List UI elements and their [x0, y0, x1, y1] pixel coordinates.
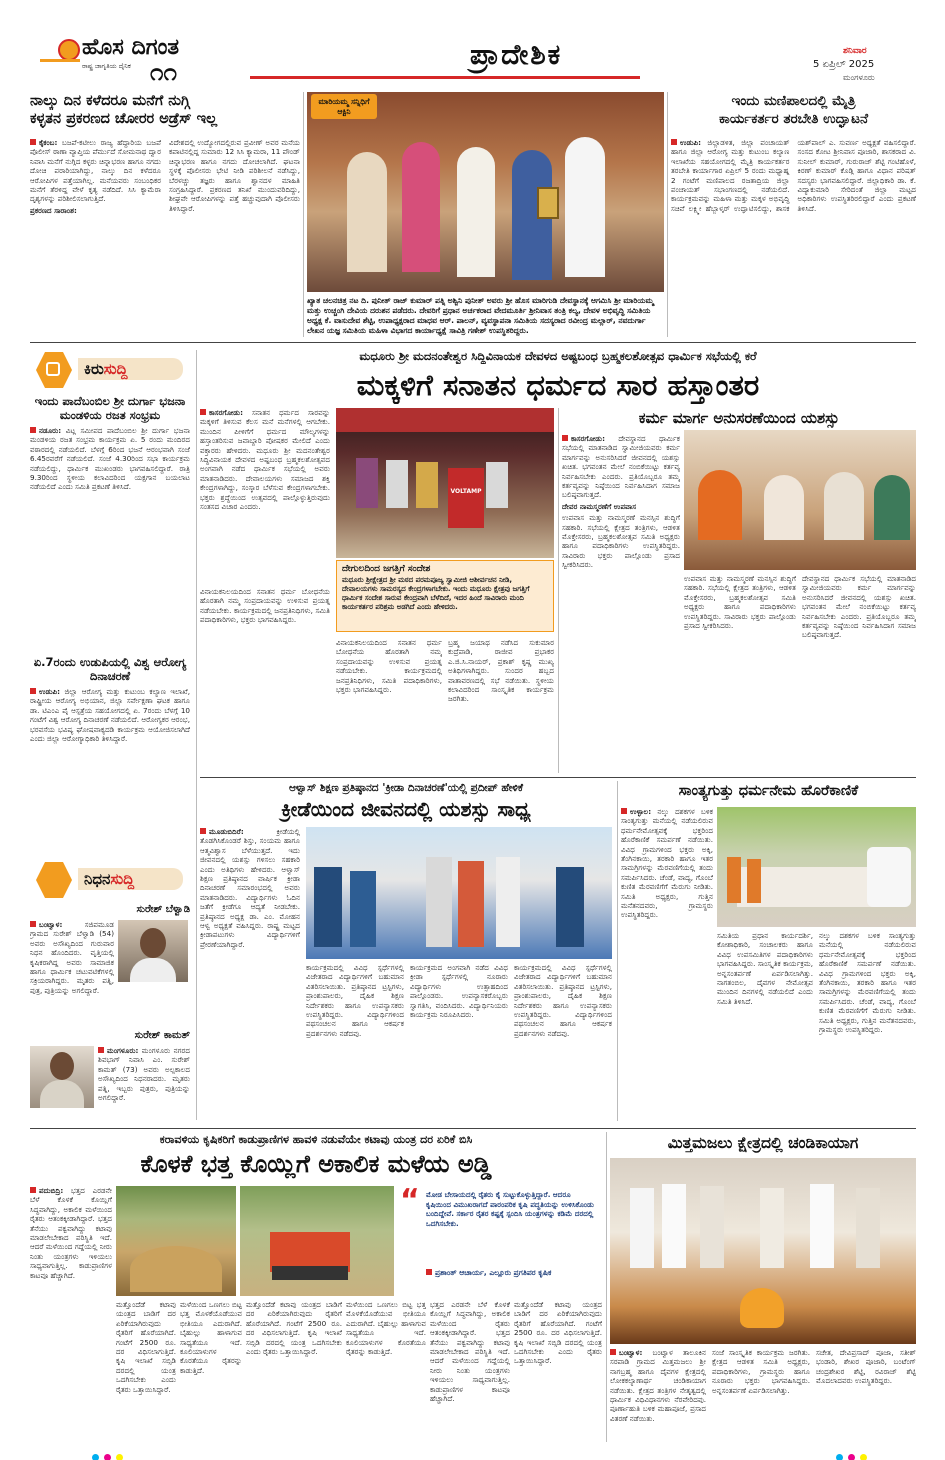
nidhana-suddi-section: [30, 860, 190, 1020]
divider: [606, 1132, 607, 1442]
podium: [448, 468, 484, 528]
obituary-photo: [118, 920, 188, 982]
stage-banner-text: VOLTAMP: [450, 488, 482, 495]
chandika-story: [610, 1132, 916, 1442]
story-temple-visit: [307, 92, 664, 340]
kiru-label: ಕಿರುಸುದ್ದಿ: [84, 360, 128, 378]
chandika-body-col1: ಬಂಟ್ವಾಳ: ಬಂಟ್ವಾಳ ತಾಲೂಕಿನ ಸರಪಾಡಿ ಗ್ರಾಮದ ಮಿತ್ತಮಜಲು ಶ್ರೀ ನಾಗಬ್ರಹ್ಮ ಹಾಗೂ ದೈವಗಳ ಕ್ಷೇತ್ರದಲ್ಲಿ ಲೋಕಕಲ್ಯಾಣಾರ್ಥ ಚಂಡಿಕಾಯಾಗ ನಡೆಯಿತು. ಕ್ಷೇತ್ರದ ತಂತ್ರಿಗಳ ನೇತೃತ್ವದಲ್ಲಿ ಧಾರ್ಮಿಕ ವಿಧಿವಿಧಾನಗಳು ನೆರವೇರಿದವು. ಪೂರ್ಣಾಹುತಿ ಬಳಿಕ ಮಹಾಪೂಜೆ, ಪ್ರಸಾದ ವಿತರಣೆ ನಡೆಯಿತು.: [610, 1348, 706, 1423]
karma-body-col1: ಕಾಸರಗೋಡು: ದೇವಸ್ಥಾನದ ಧಾರ್ಮಿಕ ಸಭೆಯಲ್ಲಿ ಮಾತನಾಡಿದ ಸ್ವಾಮೀಜಿಯವರು ಕರ್ಮ ಮಾರ್ಗವನ್ನು ಅನುಸರಿಸಿದರೆ ಜೀವನದಲ್ಲಿ ಯಶಸ್ಸು ಖಚಿತ. ಭಗವಂತನ ಮೇಲೆ ನಂಬಿಕೆಯಿಟ್ಟು ಕರ್ತವ್ಯ ನಿರ್ವಹಿಸಬೇಕು ಎಂದರು. ಪ್ರತಿಯೊಬ್ಬರೂ ತಮ್ಮ ಕರ್ತವ್ಯವನ್ನು ನಿಷ್ಠೆಯಿಂದ ನಿರ್ವಹಿಸಿದಾಗ ಸಮಾಜ ಬಲಿಷ್ಠವಾಗುತ್ತದೆ. ದೇವರ ನಾಮಸ್ಮರಣೆಗೆ ಉಪವಾಸ ಉಪವಾಸ ಮತ್ತು ನಾಮಸ್ಮರಣೆ ಮನಸ್ಸಿನ ಶುದ್ಧಿಗೆ ಸಹಕಾರಿ. ಸಭೆಯಲ್ಲಿ ಕ್ಷೇತ್ರದ ತಂತ್ರಿಗಳು, ಆಡಳಿತ ಮೊಕ್ತೇಸರರು, ಬ್ರಹ್ಮಕಲಶೋತ್ಸವ ಸಮಿತಿ ಅಧ್ಯಕ್ಷರು ಹಾಗೂ ಪದಾಧಿಕಾರಿಗಳು ಉಪಸ್ಥಿತರಿದ್ದರು. ಸಾವಿರಾರು ಭಕ್ತರು ಪಾಲ್ಗೊಂಡು ಪ್ರಸಾದ ಸ್ವೀಕರಿಸಿದರು.: [562, 434, 680, 570]
issue-city: ಮಂಗಳೂರು: [843, 73, 875, 82]
divider: [303, 92, 304, 337]
divider: [558, 408, 559, 773]
karma-story: [562, 408, 916, 773]
santhya-body-col2: ಸಮಿತಿಯ ಪ್ರಧಾನ ಕಾರ್ಯದರ್ಶಿ, ಕೋಶಾಧಿಕಾರಿ, ಸಂಚಾಲಕರು ಹಾಗೂ ವಿವಿಧ ಉಪಸಮಿತಿಗಳ ಪದಾಧಿಕಾರಿಗಳು ಭಾಗವಹಿಸಿದ್ದರು. ಸಾಂಸ್ಕೃತಿಕ ಕಾರ್ಯಕ್ರಮ, ಅನ್ನಸಂತರ್ಪಣೆ ಏರ್ಪಡಿಸಲಾಗಿತ್ತು. ನಾಗತಂಬಿಲ, ದೈವಗಳ ನೇಮೋತ್ಸವ ಮುಂದಿನ ದಿನಗಳಲ್ಲಿ ನಡೆಯಲಿದೆ ಎಂದು ಸಮಿತಿ ತಿಳಿಸಿದೆ.: [717, 931, 813, 1006]
logo-text: ಹೊಸ ದಿಗಂತ: [82, 35, 180, 60]
nidhana-suddi-header: [30, 860, 190, 900]
harvest-body-col4: ಮತ್ತೊಂದೆಡೆ ಕಟಾವು ಯಂತ್ರದ ಬಾಡಿಗೆ ದರ ಏರಿಕೆಯಾಗಿರುವುದು ರೈತರಿಗೆ ಹೊರೆಯಾಗಿದೆ. ಗಂಟೆಗೆ 2500 ರೂ. ದರ ವಿಧಿಸಲಾಗುತ್ತಿದೆ. ಕೃಷಿ ಇಲಾಖೆ ಸಬ್ಸಿಡಿ ದರದಲ್ಲಿ ಯಂತ್ರ ಒದಗಿಸಬೇಕು ಎಂದು ರೈತರು ಒತ್ತಾಯಿಸಿದ್ದಾರೆ.: [246, 1300, 342, 1357]
kiru-item-body: ಜಿಲ್ಲಾ ಆರೋಗ್ಯ ಮತ್ತು ಕುಟುಂಬ ಕಲ್ಯಾಣ ಇಲಾಖೆ, ರಾಷ್ಟ್ರೀಯ ಆರೋಗ್ಯ ಅಭಿಯಾನ, ಜಿಲ್ಲಾ ಸರ್ವೇಕ್ಷಣಾ ಘಟಕ ಹಾಗೂ ಡಾ. ಟಿಎಂಎ ಪೈ ಆಸ್ಪತ್ರೆಯ ಸಹಯೋಗದಲ್ಲಿ ಏ. 7ರಂದು ಬೆಳಗ್ಗೆ 10 ಗಂಟೆಗೆ ವಿಶ್ವ ಆರೋಗ್ಯ ದಿನಾಚರಣೆ ನಡೆಯಲಿದೆ. ಆರೋಗ್ಯಕರ ಆರಂಭ, ಭರವಸೆಯ ಭವಿಷ್ಯ ಘೋಷವಾಕ್ಯದಡಿ ಕಾರ್ಯಕ್ರಮ ಆಯೋಜಿಸಲಾಗಿದೆ ಎಂದು ಜಿಲ್ಲಾ ಆರೋಗ್ಯಾಧಿಕಾರಿ ತಿಳಿಸಿದ್ದಾರೆ.: [30, 687, 190, 744]
harvest-photo-grain: [116, 1186, 236, 1296]
chandika-photo: [610, 1158, 916, 1344]
kiru-suddi-section: [30, 350, 190, 850]
harvest-body-col3: ಮಳೆಯಿಂದ ಒಣಗಲು ಬಿಟ್ಟ ಭತ್ತ ಮೊಳಕೆಯೊಡೆಯುವ ಭೀತಿಯೂ ಎದುರಾಗಿದೆ. ಬೈಹುಲ್ಲು ಹಾಳಾಗುವ ಸಾಧ್ಯತೆಯೂ ಇದೆ. ಕೂಲಿಯಾಳುಗಳ ಕೊರತೆಯೂ ರೈತರನ್ನು ಕಾಡುತ್ತಿದೆ.: [180, 1300, 242, 1375]
logo-emblem-icon: [58, 39, 80, 61]
karma-body-col3: ದೇವಸ್ಥಾನದ ಧಾರ್ಮಿಕ ಸಭೆಯಲ್ಲಿ ಮಾತನಾಡಿದ ಸ್ವಾಮೀಜಿಯವರು ಕರ್ಮ ಮಾರ್ಗವನ್ನು ಅನುಸರಿಸಿದರೆ ಜೀವನದಲ್ಲಿ ಯಶಸ್ಸು ಖಚಿತ. ಭಗವಂತನ ಮೇಲೆ ನಂಬಿಕೆಯಿಟ್ಟು ಕರ್ತವ್ಯ ನಿರ್ವಹಿಸಬೇಕು ಎಂದರು. ಪ್ರತಿಯೊಬ್ಬರೂ ತಮ್ಮ ಕರ್ತವ್ಯವನ್ನು ನಿಷ್ಠೆಯಿಂದ ನಿರ್ವಹಿಸಿದಾಗ ಸಮಾಜ ಬಲಿಷ್ಠವಾಗುತ್ತದೆ.: [802, 574, 916, 640]
logo-tagline: ರಾಷ್ಟ್ರ ಜಾಗೃತಿಯ ದೈನಿಕ: [82, 62, 131, 70]
sports-story: [200, 781, 612, 1121]
story-maitri-body: ಉಡುಪಿ: ಜಿಲ್ಲಾಡಳಿತ, ಜಿಲ್ಲಾ ಪಂಚಾಯತ್ ಹಾಗೂ ಜಿಲ್ಲಾ ಆರೋಗ್ಯ ಮತ್ತು ಕುಟುಂಬ ಕಲ್ಯಾಣ ಇಲಾಖೆಯ ಸಹಯೋಗದಲ್ಲಿ ಮೈತ್ರಿ ಕಾರ್ಯಕರ್ತರ ತರಬೇತಿ ಕಾರ್ಯಾಗಾರ ಏಪ್ರಿಲ್ 5 ರಂದು ಮಧ್ಯಾಹ್ನ 2 ಗಂಟೆಗೆ ಮಣಿಪಾಲದ ರಜತಾದ್ರಿಯ ಜಿಲ್ಲಾ ಪಂಚಾಯತ್ ಸಭಾಂಗಣದಲ್ಲಿ ನಡೆಯಲಿದೆ. ಕಾರ್ಯಕ್ರಮವನ್ನು ಮಹಿಳಾ ಮತ್ತು ಮಕ್ಕಳ ಅಭಿವೃದ್ಧಿ ಸಚಿವೆ ಲಕ್ಷ್ಮೀ ಹೆಬ್ಬಾಳ್ಕರ್ ಉದ್ಘಾಟಿಸಲಿದ್ದು, ಶಾಸಕ ಯಶ್‌ಪಾಲ್ ಎ. ಸುವರ್ಣ ಅಧ್ಯಕ್ಷತೆ ವಹಿಸಲಿದ್ದಾರೆ. ಸಂಸದ ಕೋಟ ಶ್ರೀನಿವಾಸ ಪೂಜಾರಿ, ಶಾಸಕರಾದ ವಿ. ಸುನೀಲ್ ಕುಮಾರ್, ಗುರುರಾಜ್ ಶೆಟ್ಟಿ ಗಂಟಿಹೊಳೆ, ಕಿರಣ್ ಕುಮಾರ್ ಕೊಡ್ಗಿ ಹಾಗೂ ವಿಧಾನ ಪರಿಷತ್ ಸದಸ್ಯರು ಭಾಗವಹಿಸಲಿದ್ದಾರೆ. ಜಿಲ್ಲಾಧಿಕಾರಿ ಡಾ. ಕೆ. ವಿದ್ಯಾಕುಮಾರಿ ಸೇರಿದಂತೆ ಜಿಲ್ಲಾ ಮಟ್ಟದ ಅಧಿಕಾರಿಗಳು ಉಪಸ್ಥಿತರಿರಲಿದ್ದಾರೆ ಎಂದು ಪ್ರಕಟಣೆ ತಿಳಿಸಿದೆ.: [671, 138, 916, 213]
kiru-item-1: ಇಂದು ಪಾದೆಬಂಬಿಲ ಶ್ರೀ ದುರ್ಗಾ ಭಜನಾ ಮಂಡಳಿಯ ರಜತ ಸಂಭ್ರಮ ನಡೂರು: ವಿಟ್ಲ ಸಮೀಪದ ಪಾದೆಬಂಬಿಲ ಶ್ರೀ ದುರ್ಗಾ ಭಜನಾ ಮಂಡಳಿಯ ರಜತ ಸಂಭ್ರಮ ಕಾರ್ಯಕ್ರಮ ಏ. 5 ರಂದು ಮಂದಿರದ ವಠಾರದಲ್ಲಿ ನಡೆಯಲಿದೆ. ಬೆಳಗ್ಗೆ 6ರಿಂದ ಭಜನೆ ಆರಂಭವಾಗಿ ಸಂಜೆ 6.45ರವರೆಗೆ ನಡೆಯಲಿದೆ. ಸಂಜೆ 4.30ರಿಂದ ಸಭಾ ಕಾರ್ಯಕ್ರಮ ನಡೆಯಲಿದ್ದು, ಧಾರ್ಮಿಕ ಮುಖಂಡರು ಭಾಗವಹಿಸಲಿದ್ದಾರೆ. ರಾತ್ರಿ 9.30ರಿಂದ ಸ್ಥಳೀಯ ಕಲಾವಿದರಿಂದ ಯಕ್ಷಗಾನ ಬಯಲಾಟ ನಡೆಯಲಿದೆ ಎಂದು ಸಮಿತಿ ಪ್ರಕಟಣೆ ತಿಳಿಸಿದೆ.: [30, 394, 190, 492]
divider: [617, 781, 618, 1121]
kiru-item-title: ಇಂದು ಪಾದೆಬಂಬಿಲ ಶ್ರೀ ದುರ್ಗಾ ಭಜನಾ ಮಂಡಳಿಯ ರಜತ ಸಂಭ್ರಮ: [34, 394, 186, 422]
story-burglary-body: ಕೈಕಂಬ: ಬಜಪೆ-ಕಟೀಲು ರಾಜ್ಯ ಹೆದ್ದಾರಿಯ ಬಜಪೆ ಪೊಲೀಸ್ ಠಾಣಾ ವ್ಯಾಪ್ತಿಯ ಪೆರ್ಮುದೆ ಸೋಮನಾಥ ದ್ವಾರ ನಿವಾಸಿ ಮನೆಗೆ ನುಗ್ಗಿದ ಕಳ್ಳರು ಚಿನ್ನಾಭರಣ ಹಾಗೂ ನಗದು ದೋಚಿ ಪರಾರಿಯಾಗಿದ್ದು, ನಾಲ್ಕು ದಿನ ಕಳೆದರೂ ಆರೋಪಿಗಳ ಪತ್ತೆಯಾಗಿಲ್ಲ. ಮನೆಯವರು ಸಂಬಂಧಿಕರ ಮನೆಗೆ ತೆರಳಿದ್ದ ವೇಳೆ ಕೃತ್ಯ ನಡೆದಿದೆ. ಸಿಸಿ ಕ್ಯಾಮೆರಾ ದೃಶ್ಯಗಳನ್ನು ಪರಿಶೀಲಿಸಲಾಗುತ್ತಿದೆ. ಪ್ರಕರಣದ ಸಾರಾಂಶ: ವಿದೇಶದಲ್ಲಿ ಉದ್ಯೋಗದಲ್ಲಿರುವ ಪ್ರವೀಣ್ ಅವರ ಮನೆಯ ಕಪಾಟಿನಲ್ಲಿದ್ದ ಸುಮಾರು 12 ಸಿಸಿ ಕ್ಯಾಮರಾ, 11 ಪೌಂಡ್ ಚಿನ್ನಾಭರಣ ಹಾಗೂ ನಗದು ದೋಚಲಾಗಿದೆ. ಘಟನಾ ಸ್ಥಳಕ್ಕೆ ಪೊಲೀಸರು ಭೇಟಿ ನೀಡಿ ಪರಿಶೀಲನೆ ನಡೆಸಿದ್ದು, ಬೆರಳಚ್ಚು ತಜ್ಞರು ಹಾಗೂ ಶ್ವಾನದಳ ಮಾಹಿತಿ ಸಂಗ್ರಹಿಸಿದ್ದಾರೆ. ಪ್ರಕರಣದ ತನಿಖೆ ಮುಂದುವರಿದಿದ್ದು, ಶೀಘ್ರವೇ ಆರೋಪಿಗಳನ್ನು ಪತ್ತೆ ಹಚ್ಚುವುದಾಗಿ ಪೊಲೀಸರು ತಿಳಿಸಿದ್ದಾರೆ.: [30, 138, 300, 215]
obituary-1: ಸುರೇಶ್ ಬೆಳ್ವಾಡಿ ಬಂಟ್ವಾಳ: ಸಜಿಪಮೂಡ ಗ್ರಾಮದ ಸುರೇಶ್ ಬೆಳ್ವಾಡಿ (54) ಅವರು ಅಸೌಖ್ಯದಿಂದ ಗುರುವಾರ ನಿಧನ ಹೊಂದಿದರು. ವೃತ್ತಿಯಲ್ಲಿ ಕೃಷಿಕರಾಗಿದ್ದ ಅವರು ಸಾಮಾಜಿಕ ಹಾಗೂ ಧಾರ್ಮಿಕ ಚಟುವಟಿಕೆಗಳಲ್ಲಿ ಸಕ್ರಿಯರಾಗಿದ್ದರು. ಮೃತರು ಪತ್ನಿ, ಪುತ್ರ, ಪುತ್ರಿಯನ್ನು ಅಗಲಿದ್ದಾರೆ.: [30, 904, 190, 995]
divider: [667, 92, 668, 337]
harvest-headline: ಕೊಳಕೆ ಭತ್ತ ಕೊಯ್ಲಿಗೆ ಅಕಾಲಿಕ ಮಳೆಯ ಅಡ್ಡಿ: [140, 1150, 492, 1178]
story-maitri: [671, 92, 916, 337]
santhya-body-col1: ಉಳ್ಳಾಲ: ನಲ್ಕು ದಶಕಗಳ ಬಳಿಕ ಸಾಂತ್ಯಗುತ್ತು ಮನೆಯಲ್ಲಿ ನಡೆಯಲಿರುವ ಧರ್ಮನೇಮೋತ್ಸವಕ್ಕೆ ಭಕ್ತರಿಂದ ಹೊರೆಕಾಣಿಕೆ ಸಮರ್ಪಣೆ ನಡೆಯಿತು. ವಿವಿಧ ಗ್ರಾಮಗಳಿಂದ ಭಕ್ತರು ಅಕ್ಕಿ, ತೆಂಗಿನಕಾಯಿ, ತರಕಾರಿ ಹಾಗೂ ಇತರ ಸಾಮಗ್ರಿಗಳನ್ನು ಮೆರವಣಿಗೆಯಲ್ಲಿ ತಂದು ಸಮರ್ಪಿಸಿದರು. ಚೆಂಡೆ, ವಾದ್ಯ, ಗೊಂಬೆ ಕುಣಿತ ಮೆರವಣಿಗೆಗೆ ಮೆರುಗು ನೀಡಿತು. ಸಮಿತಿ ಅಧ್ಯಕ್ಷರು, ಗುತ್ತಿನ ಮನೆತನದವರು, ಗ್ರಾಮಸ್ಥರು ಉಪಸ್ಥಿತರಿದ್ದರು.: [621, 807, 713, 920]
harvest-quote-box: [398, 1183, 602, 1296]
harvest-quote: ಮೋಡ ಬೇಸಾಯದಲ್ಲಿ ರೈತರು ಕೈ ಸುಟ್ಟುಕೊಳ್ಳುತ್ತಿದ್ದಾರೆ. ಆದರೂ ಕೃಷಿಯಿಂದ ವಿಮುಖರಾಗದೆ ಪಾರಂಪರಿಕ ಕೃಷಿ ಪದ್ಧತಿಯನ್ನು ಉಳಿಸಿಕೊಂಡು ಬಂದಿದ್ದೇವೆ. ಸರ್ಕಾರ ರೈತರ ಕಷ್ಟಕ್ಕೆ ಸ್ಪಂದಿಸಿ ಯಂತ್ರಗಳನ್ನು ಕಡಿಮೆ ದರದಲ್ಲಿ ಒದಗಿಸಬೇಕು.: [426, 1190, 594, 1228]
registration-marks: [836, 1446, 876, 1454]
lead-body-col4: ಬ್ರಹ್ಮ ಜಯಾಥ ನಡೆಸಿದ ಸುಕುಮಾರ ಕುದ್ರೆಪಾಡಿ, ರಾಜೀವ ಪ್ರಭಾಕರ ಎ.ಜಿ.ಸಿ.ನಾಯರ್, ಪ್ರಕಾಶ್ ಕೃಷ್ಣ ಮುಖ್ಯ ಅತಿಥಿಗಳಾಗಿದ್ದರು. ಸುಂದರ ಹಬ್ಬದ ವಾತಾವರಣದಲ್ಲಿ ಸಭೆ ನಡೆಯಿತು. ಸ್ಥಳೀಯ ಕಲಾವಿದರಿಂದ ಸಾಂಸ್ಕೃತಿಕ ಕಾರ್ಯಕ್ರಮ ಜರಗಿತು.: [448, 638, 554, 704]
obituary-2: ಸುರೇಶ್ ಕಾಮತ್ ಮಂಗಳೂರು: ಮಂಗಳೂರು ನಗರದ ಶಿವಭಾಗ್ ನಿವಾಸಿ ಎಂ. ಸುರೇಶ್ ಕಾಮತ್ (73) ಅವರು ಅಲ್ಪಕಾಲದ ಅಸೌಖ್ಯದಿಂದ ನಿಧನರಾದರು. ಮೃತರು ಪತ್ನಿ, ಇಬ್ಬರು ಪುತ್ರರು, ಪುತ್ರಿಯನ್ನು ಅಗಲಿದ್ದಾರೆ.: [30, 1030, 190, 1120]
story-maitri-headline-2: ಕಾರ್ಯಕರ್ತರ ತರಬೇತಿ ಉದ್ಘಾಟನೆ: [718, 111, 868, 127]
logo-box: [30, 35, 226, 85]
obituary-photo: [30, 1046, 94, 1108]
pullquote-title: ದೇಗುಲದಿಂದ ಜಗತ್ತಿಗೆ ಸಂದೇಶ: [342, 564, 431, 574]
santhya-photo: [717, 807, 916, 927]
kiru-item-body: ವಿಟ್ಲ ಸಮೀಪದ ಪಾದೆಬಂಬಿಲ ಶ್ರೀ ದುರ್ಗಾ ಭಜನಾ ಮಂಡಳಿಯ ರಜತ ಸಂಭ್ರಮ ಕಾರ್ಯಕ್ರಮ ಏ. 5 ರಂದು ಮಂದಿರದ ವಠಾರದಲ್ಲಿ ನಡೆಯಲಿದೆ. ಬೆಳಗ್ಗೆ 6ರಿಂದ ಭಜನೆ ಆರಂಭವಾಗಿ ಸಂಜೆ 6.45ರವರೆಗೆ ನಡೆಯಲಿದೆ. ಸಂಜೆ 4.30ರಿಂದ ಸಭಾ ಕಾರ್ಯಕ್ರಮ ನಡೆಯಲಿದ್ದು, ಧಾರ್ಮಿಕ ಮುಖಂಡರು ಭಾಗವಹಿಸಲಿದ್ದಾರೆ. ರಾತ್ರಿ 9.30ರಿಂದ ಸ್ಥಳೀಯ ಕಲಾವಿದರಿಂದ ಯಕ್ಷಗಾನ ಬಯಲಾಟ ನಡೆಯಲಿದೆ ಎಂದು ಸಮಿತಿ ಪ್ರಕಟಣೆ ತಿಳಿಸಿದೆ.: [30, 426, 190, 492]
kiru-item-title: ಏ.7ರಂದು ಉಡುಪಿಯಲ್ಲಿ ವಿಶ್ವ ಆರೋಗ್ಯ ದಿನಾಚರಣೆ: [33, 655, 187, 683]
quote-icon: “: [400, 1183, 420, 1218]
story-burglary-headline-2: ಕಳ್ಳತನ ಪ್ರಕರಣದ ಚೋರರ ಅಡ್ರೆಸ್ ಇಲ್ಲ: [30, 111, 218, 127]
section-title: ಪ್ರಾದೇಶಿಕ: [470, 38, 563, 71]
lead-body-col1: ಕಾಸರಗೋಡು: ಸನಾತನ ಧರ್ಮದ ಸಾರವನ್ನು ಮಕ್ಕಳಿಗೆ ತಿಳಿಸುವ ಕೆಲಸ ಮನೆ ಮನೆಗಳಲ್ಲಿ ಆಗಬೇಕು. ಮುಂದಿನ ಪೀಳಿಗೆಗೆ ಧರ್ಮದ ಮೌಲ್ಯಗಳನ್ನು ಹಸ್ತಾಂತರಿಸುವ ಜವಾಬ್ದಾರಿ ಪೋಷಕರ ಮೇಲಿದೆ ಎಂದು ವಕ್ತಾರರು ಹೇಳಿದರು. ಮಧೂರು ಶ್ರೀ ಮದನಂತೇಶ್ವರ ಸಿದ್ಧಿವಿನಾಯಕ ದೇವಳದ ಅಷ್ಟಬಂಧ ಬ್ರಹ್ಮಕಲಶೋತ್ಸವದ ಅಂಗವಾಗಿ ನಡೆದ ಧಾರ್ಮಿಕ ಸಭೆಯಲ್ಲಿ ಅವರು ಮಾತನಾಡಿದರು. ದೇವಾಲಯಗಳು ಸಮಾಜದ ಶಕ್ತಿ ಕೇಂದ್ರಗಳಾಗಿದ್ದು, ಸಂಸ್ಕಾರ ಬೆಳೆಸುವ ಕೇಂದ್ರಗಳಾಗಬೇಕು. ಭಕ್ತರು ಶ್ರದ್ಧೆಯಿಂದ ಉತ್ಸವದಲ್ಲಿ ಪಾಲ್ಗೊಳ್ಳುತ್ತಿರುವುದು ಸಂತಸದ ವಿಚಾರ ಎಂದರು.: [200, 408, 330, 512]
hexagon-icon: [36, 862, 72, 898]
section-rule: [200, 777, 916, 778]
header-rule: [250, 76, 640, 79]
kiru-item-2: ಏ.7ರಂದು ಉಡುಪಿಯಲ್ಲಿ ವಿಶ್ವ ಆರೋಗ್ಯ ದಿನಾಚರಣೆ ಉಡುಪಿ: ಜಿಲ್ಲಾ ಆರೋಗ್ಯ ಮತ್ತು ಕುಟುಂಬ ಕಲ್ಯಾಣ ಇಲಾಖೆ, ರಾಷ್ಟ್ರೀಯ ಆರೋಗ್ಯ ಅಭಿಯಾನ, ಜಿಲ್ಲಾ ಸರ್ವೇಕ್ಷಣಾ ಘಟಕ ಹಾಗೂ ಡಾ. ಟಿಎಂಎ ಪೈ ಆಸ್ಪತ್ರೆಯ ಸಹಯೋಗದಲ್ಲಿ ಏ. 7ರಂದು ಬೆಳಗ್ಗೆ 10 ಗಂಟೆಗೆ ವಿಶ್ವ ಆರೋಗ್ಯ ದಿನಾಚರಣೆ ನಡೆಯಲಿದೆ. ಆರೋಗ್ಯಕರ ಆರಂಭ, ಭರವಸೆಯ ಭವಿಷ್ಯ ಘೋಷವಾಕ್ಯದಡಿ ಕಾರ್ಯಕ್ರಮ ಆಯೋಜಿಸಲಾಗಿದೆ ಎಂದು ಜಿಲ್ಲಾ ಆರೋಗ್ಯಾಧಿಕಾರಿ ತಿಳಿಸಿದ್ದಾರೆ.: [30, 655, 190, 744]
issue-date: 5 ಏಪ್ರಿಲ್ 2025: [813, 59, 875, 70]
masthead: [0, 0, 945, 88]
story-burglary-headline-1: ನಾಲ್ಕು ದಿನ ಕಳೆದರೂ ಮನೆಗೆ ನುಗ್ಗಿ: [30, 93, 190, 109]
obituary-body: ಸಜಿಪಮೂಡ ಗ್ರಾಮದ ಸುರೇಶ್ ಬೆಳ್ವಾಡಿ (54) ಅವರು ಅಸೌಖ್ಯದಿಂದ ಗುರುವಾರ ನಿಧನ ಹೊಂದಿದರು. ವೃತ್ತಿಯಲ್ಲಿ ಕೃಷಿಕರಾಗಿದ್ದ ಅವರು ಸಾಮಾಜಿಕ ಹಾಗೂ ಧಾರ್ಮಿಕ ಚಟುವಟಿಕೆಗಳಲ್ಲಿ ಸಕ್ರಿಯರಾಗಿದ್ದರು. ಮೃತರು ಪತ್ನಿ, ಪುತ್ರ, ಪುತ್ರಿಯನ್ನು ಅಗಲಿದ್ದಾರೆ.: [30, 920, 114, 995]
logo-underline: [40, 59, 80, 62]
section-rule: [30, 342, 916, 343]
obituary-name: ಸುರೇಶ್ ಕಾಮತ್: [134, 1030, 190, 1041]
chandika-body-col2: ಸಂಜೆ ಸಾಂಸ್ಕೃತಿಕ ಕಾರ್ಯಕ್ರಮ ಜರಗಿತು. ಕ್ಷೇತ್ರದ ಆಡಳಿತ ಸಮಿತಿ ಅಧ್ಯಕ್ಷರು, ಪದಾಧಿಕಾರಿಗಳು, ಗ್ರಾಮಸ್ಥರು ಹಾಗೂ ನೂರಾರು ಭಕ್ತರು ಭಾಗವಹಿಸಿದ್ದರು. ಅನ್ನಸಂತರ್ಪಣೆ ಏರ್ಪಡಿಸಲಾಗಿತ್ತು.: [712, 1348, 810, 1395]
santhya-headline: ಸಾಂತ್ಯಗುತ್ತು ಧರ್ಮನೇಮ ಹೊರೆಕಾಣಿಕೆ: [678, 783, 859, 799]
lead-pullquote: [336, 560, 554, 632]
divider: [196, 350, 197, 1120]
pullquote-body: ಮಧೂರು ಶ್ರೀಕ್ಷೇತ್ರದ ಶ್ರೀ ಮಠದ ಪರಮಪೂಜ್ಯ ಸ್ವಾಮೀಜಿ ಆಶೀರ್ವಚನ ನೀಡಿ, ದೇವಾಲಯಗಳು ಸಾಮರಸ್ಯದ ಕೇಂದ್ರಗಳಾಗಬೇಕು. ಇಂದು ಮಧೂರು ಕ್ಷೇತ್ರವು ಜಗತ್ತಿಗೆ ಧಾರ್ಮಿಕ ಸಂದೇಶ ಸಾರುವ ಕೇಂದ್ರವಾಗಿ ಬೆಳೆದಿದೆ, ಇದರ ಹಿಂದೆ ಸಾವಿರಾರು ಮಂದಿ ಕಾರ್ಯಕರ್ತರ ಪರಿಶ್ರಮ ಅಡಗಿದೆ ಎಂದು ಹೇಳಿದರು.: [342, 576, 530, 611]
harvest-body-col5: ಮಳೆಯಿಂದ ಒಣಗಲು ಬಿಟ್ಟ ಭತ್ತ ಮೊಳಕೆಯೊಡೆಯುವ ಭೀತಿಯೂ ಎದುರಾಗಿದೆ. ಬೈಹುಲ್ಲು ಹಾಳಾಗುವ ಸಾಧ್ಯತೆಯೂ ಇದೆ. ಕೂಲಿಯಾಳುಗಳ ಕೊರತೆಯೂ ರೈತರನ್ನು ಕಾಡುತ್ತಿದೆ.: [346, 1300, 426, 1357]
sports-body-col1: ಮೂಡುಬಿದಿರೆ: ಕ್ರೀಡೆಯಲ್ಲಿ ತೊಡಗಿಸಿಕೊಂಡರೆ ಶಿಸ್ತು, ಸಂಯಮ ಹಾಗೂ ಆತ್ಮವಿಶ್ವಾಸ ಬೆಳೆಯುತ್ತದೆ. ಇದು ಜೀವನದಲ್ಲಿ ಯಶಸ್ಸು ಗಳಿಸಲು ಸಹಕಾರಿ ಎಂದು ಅತಿಥಿಗಳು ಹೇಳಿದರು. ಆಳ್ವಾಸ್ ಶಿಕ್ಷಣ ಪ್ರತಿಷ್ಠಾನದ ವಾರ್ಷಿಕ ಕ್ರೀಡಾ ದಿನಾಚರಣೆ ಸಮಾರಂಭದಲ್ಲಿ ಅವರು ಮಾತನಾಡಿದರು. ವಿದ್ಯಾರ್ಥಿಗಳು ಓದಿನ ಜತೆಗೆ ಕ್ರೀಡೆಗೂ ಆದ್ಯತೆ ನೀಡಬೇಕು. ಪ್ರತಿಷ್ಠಾನದ ಅಧ್ಯಕ್ಷ ಡಾ. ಎಂ. ಮೋಹನ ಆಳ್ವ ಅಧ್ಯಕ್ಷತೆ ವಹಿಸಿದ್ದರು. ರಾಷ್ಟ್ರ ಮಟ್ಟದ ಕ್ರೀಡಾಪಟುಗಳು ವಿದ್ಯಾರ್ಥಿಗಳಿಗೆ ಪ್ರೇರಣೆಯಾಗಿದ್ದಾರೆ.: [200, 827, 300, 949]
lead-headline: ಮಕ್ಕಳಿಗೆ ಸನಾತನ ಧರ್ಮದ ಸಾರ ಹಸ್ತಾಂತರ: [356, 368, 760, 402]
sports-kicker: ಆಳ್ವಾಸ್ ಶಿಕ್ಷಣ ಪ್ರತಿಷ್ಠಾನದ 'ಕ್ರೀಡಾ ದಿನಾಚರಣೆ'ಯಲ್ಲಿ ಪ್ರದೀಪ್ ಹೇಳಿಕೆ: [288, 782, 524, 794]
harvest-kicker: ಕರಾವಳಿಯ ಕೃಷಿಕರಿಗೆ ಕಾಡುಪ್ರಾಣಿಗಳ ಹಾವಳಿ ನಡುವೆಯೇ ಕಟಾವು ಯಂತ್ರ ದರ ಏರಿಕೆ ಬಿಸಿ: [159, 1133, 473, 1146]
registration-marks: [92, 1446, 132, 1454]
harvest-story: [30, 1132, 602, 1442]
obituary-name: ಸುರೇಶ್ ಬೆಳ್ವಾಡಿ: [136, 904, 190, 915]
story-maitri-headline-1: ಇಂದು ಮಣಿಪಾಲದಲ್ಲಿ ಮೈತ್ರಿ: [731, 93, 856, 109]
sports-body-col3: ಕಾರ್ಯಕ್ರಮದ ಅಂಗವಾಗಿ ನಡೆದ ವಿವಿಧ ಕ್ರೀಡಾ ಸ್ಪರ್ಧೆಗಳಲ್ಲಿ ನೂರಾರು ವಿದ್ಯಾರ್ಥಿಗಳು ಉತ್ಸಾಹದಿಂದ ಪಾಲ್ಗೊಂಡರು. ಉಪನ್ಯಾಸಕರೊಬ್ಬರು ಸ್ವಾಗತಿಸಿ, ವಂದಿಸಿದರು. ವಿದ್ಯಾರ್ಥಿನಿಯರು ಕಾರ್ಯಕ್ರಮ ನಿರೂಪಿಸಿದರು.: [410, 963, 508, 1020]
chandika-headline: ಮಿತ್ತಮಜಲು ಕ್ಷೇತ್ರದಲ್ಲಿ ಚಂಡಿಕಾಯಾಗ: [667, 1134, 859, 1152]
sports-body-col2: ಕಾರ್ಯಕ್ರಮದಲ್ಲಿ ವಿವಿಧ ಸ್ಪರ್ಧೆಗಳಲ್ಲಿ ವಿಜೇತರಾದ ವಿದ್ಯಾರ್ಥಿಗಳಿಗೆ ಬಹುಮಾನ ವಿತರಿಸಲಾಯಿತು. ಪ್ರತಿಷ್ಠಾನದ ಟ್ರಸ್ಟಿಗಳು, ಪ್ರಾಂಶುಪಾಲರು, ದೈಹಿಕ ಶಿಕ್ಷಣ ನಿರ್ದೇಶಕರು ಹಾಗೂ ಉಪನ್ಯಾಸಕರು ಉಪಸ್ಥಿತರಿದ್ದರು. ವಿದ್ಯಾರ್ಥಿಗಳಿಂದ ಪಥಸಂಚಲನ ಹಾಗೂ ಆಕರ್ಷಕ ಪ್ರದರ್ಶನಗಳು ನಡೆದವು.: [306, 963, 404, 1038]
kiru-suddi-header: [30, 350, 190, 390]
chandika-body-col3: ಸಚೇತ, ದೇವಿಪ್ರಸಾದ್ ಪೂಜಾ, ಸತೀಶ್ ಭಂಡಾರಿ, ಶೇಖರ ಪೂಜಾರಿ, ಬಂಟೆಂಗ್ ಚಂದ್ರಶೇಖರ ಶೆಟ್ಟಿ, ರವಿರಾಜ್ ಶೆಟ್ಟಿ ಮೊದಲಾದವರು ಉಪಸ್ಥಿತರಿದ್ದರು.: [816, 1348, 916, 1386]
page-number: ೧೧: [150, 58, 177, 86]
lead-body-col2: ವಿನಾಯಕನಿಲಯದಿಂದ ಸನಾತನ ಧರ್ಮ ಬೋಧನೆಯ ಹೊರತಾಗಿ ನಮ್ಮ ಸಂಪ್ರದಾಯವನ್ನು ಉಳಿಸುವ ಪ್ರಯತ್ನ ನಡೆಯಬೇಕು. ಕಾರ್ಯಕ್ರಮದಲ್ಲಿ ಜನಪ್ರತಿನಿಧಿಗಳು, ಸಮಿತಿ ಪದಾಧಿಕಾರಿಗಳು, ಭಕ್ತರು ಭಾಗವಹಿಸಿದ್ದರು.: [200, 587, 330, 625]
temple-visit-photo: [307, 92, 664, 292]
story-burglary: [30, 92, 300, 337]
karma-body-col2: ಉಪವಾಸ ಮತ್ತು ನಾಮಸ್ಮರಣೆ ಮನಸ್ಸಿನ ಶುದ್ಧಿಗೆ ಸಹಕಾರಿ. ಸಭೆಯಲ್ಲಿ ಕ್ಷೇತ್ರದ ತಂತ್ರಿಗಳು, ಆಡಳಿತ ಮೊಕ್ತೇಸರರು, ಬ್ರಹ್ಮಕಲಶೋತ್ಸವ ಸಮಿತಿ ಅಧ್ಯಕ್ಷರು ಹಾಗೂ ಪದಾಧಿಕಾರಿಗಳು ಉಪಸ್ಥಿತರಿದ್ದರು. ಸಾವಿರಾರು ಭಕ್ತರು ಪಾಲ್ಗೊಂಡು ಪ್ರಸಾದ ಸ್ವೀಕರಿಸಿದರು.: [684, 574, 796, 631]
harvest-body-col2: ಮತ್ತೊಂದೆಡೆ ಕಟಾವು ಯಂತ್ರದ ಬಾಡಿಗೆ ದರ ಏರಿಕೆಯಾಗಿರುವುದು ರೈತರಿಗೆ ಹೊರೆಯಾಗಿದೆ. ಗಂಟೆಗೆ 2500 ರೂ. ದರ ವಿಧಿಸಲಾಗುತ್ತಿದೆ. ಕೃಷಿ ಇಲಾಖೆ ಸಬ್ಸಿಡಿ ದರದಲ್ಲಿ ಯಂತ್ರ ಒದಗಿಸಬೇಕು ಎಂದು ರೈತರು ಒತ್ತಾಯಿಸಿದ್ದಾರೆ.: [116, 1300, 176, 1394]
nidhana-label: ನಿಧನಸುದ್ದಿ: [84, 870, 135, 888]
section-rule: [30, 1128, 916, 1129]
sports-body-col4: ಕಾರ್ಯಕ್ರಮದಲ್ಲಿ ವಿವಿಧ ಸ್ಪರ್ಧೆಗಳಲ್ಲಿ ವಿಜೇತರಾದ ವಿದ್ಯಾರ್ಥಿಗಳಿಗೆ ಬಹುಮಾನ ವಿತರಿಸಲಾಯಿತು. ಪ್ರತಿಷ್ಠಾನದ ಟ್ರಸ್ಟಿಗಳು, ಪ್ರಾಂಶುಪಾಲರು, ದೈಹಿಕ ಶಿಕ್ಷಣ ನಿರ್ದೇಶಕರು ಹಾಗೂ ಉಪನ್ಯಾಸಕರು ಉಪಸ್ಥಿತರಿದ್ದರು. ವಿದ್ಯಾರ್ಥಿಗಳಿಂದ ಪಥಸಂಚಲನ ಹಾಗೂ ಆಕರ್ಷಕ ಪ್ರದರ್ಶನಗಳು ನಡೆದವು.: [514, 963, 612, 1038]
hand-icon: [36, 352, 72, 388]
harvest-body-col1: ಪದುಬಿದ್ರಿ: ಭತ್ತದ ಎರಡನೇ ಬೆಳೆ ಕೊಳಕೆ ಕೊಯ್ಲಿಗೆ ಸಿದ್ಧವಾಗಿದ್ದು, ಅಕಾಲಿಕ ಮಳೆಯಿಂದ ರೈತರು ಆತಂಕಕ್ಕೀಡಾಗಿದ್ದಾರೆ. ಭತ್ತದ ತೆನೆಯು ಪಕ್ವವಾಗಿದ್ದು ಕಟಾವು ಮಾಡಲೇಬೇಕಾದ ಪರಿಸ್ಥಿತಿ ಇದೆ. ಆದರೆ ಮಳೆಯಿಂದ ಗದ್ದೆಯಲ್ಲಿ ನೀರು ನಿಂತು ಯಂತ್ರಗಳು ಇಳಿಯಲು ಸಾಧ್ಯವಾಗುತ್ತಿಲ್ಲ. ಕಾಡುಪ್ರಾಣಿಗಳ ಕಾಟವೂ ಹೆಚ್ಚಾಗಿದೆ.: [30, 1186, 112, 1280]
lead-body-col3: ವಿನಾಯಕನಿಲಯದಿಂದ ಸನಾತನ ಧರ್ಮ ಬೋಧನೆಯ ಹೊರತಾಗಿ ನಮ್ಮ ಸಂಪ್ರದಾಯವನ್ನು ಉಳಿಸುವ ಪ್ರಯತ್ನ ನಡೆಯಬೇಕು. ಕಾರ್ಯಕ್ರಮದಲ್ಲಿ ಜನಪ್ರತಿನಿಧಿಗಳು, ಸಮಿತಿ ಪದಾಧಿಕಾರಿಗಳು, ಭಕ್ತರು ಭಾಗವಹಿಸಿದ್ದರು.: [336, 638, 442, 695]
harvest-body-col6: ಭತ್ತದ ಎರಡನೇ ಬೆಳೆ ಕೊಳಕೆ ಕೊಯ್ಲಿಗೆ ಸಿದ್ಧವಾಗಿದ್ದು, ಅಕಾಲಿಕ ಮಳೆಯಿಂದ ರೈತರು ಆತಂಕಕ್ಕೀಡಾಗಿದ್ದಾರೆ. ಭತ್ತದ ತೆನೆಯು ಪಕ್ವವಾಗಿದ್ದು ಕಟಾವು ಮಾಡಲೇಬೇಕಾದ ಪರಿಸ್ಥಿತಿ ಇದೆ. ಆದರೆ ಮಳೆಯಿಂದ ಗದ್ದೆಯಲ್ಲಿ ನೀರು ನಿಂತು ಯಂತ್ರಗಳು ಇಳಿಯಲು ಸಾಧ್ಯವಾಗುತ್ತಿಲ್ಲ. ಕಾಡುಪ್ರಾಣಿಗಳ ಕಾಟವೂ ಹೆಚ್ಚಾಗಿದೆ.: [430, 1300, 510, 1404]
temple-visit-caption: ಖ್ಯಾತ ಚಲನಚಿತ್ರ ನಟ ದಿ. ಪುನೀತ್ ರಾಜ್ ಕುಮಾರ್ ಪತ್ನಿ ಅಶ್ವಿನಿ ಪುನೀತ್ ಅವರು ಶ್ರೀ ಹೊಸ ಮಾರಿಗುಡಿ ದೇವಸ್ಥಾನಕ್ಕೆ ಆಗಮಿಸಿ ಶ್ರೀ ಮಾರಿಯಮ್ಮ ಮತ್ತು ಉಚ್ಚಂಗಿ ದೇವಿಯ ದರುಶನ ಪಡೆದರು. ದೇವರಿಗೆ ಪ್ರಧಾನ ಅರ್ಚಕರಾದ ವೇದಮೂರ್ತಿ ಶ್ರೀನಿವಾಸ ತಂತ್ರಿ ಕಲ್ಯ, ದೇವಳ ಅಭಿವೃದ್ಧಿ ಸಮಿತಿಯ ಅಧ್ಯಕ್ಷ ಕೆ. ವಾಸುದೇವ ಶೆಟ್ಟಿ, ಉಪಾಧ್ಯಕ್ಷರಾದ ಮಾಧವ ಆರ್. ಪಾಲನ್, ವ್ಯವಸ್ಥಾಪನಾ ಸಮಿತಿಯ ಸದಸ್ಯರಾದ ರವೀಂದ್ರ ಮಲ್ಲಾರ್, ನವದುರ್ಗಾ ಲೇಖನ ಯಜ್ಞ ಸಮಿತಿಯ ಮಹಿಳಾ ವಿಭಾಗದ ಕಾರ್ಯಾಧ್ಯಕ್ಷೆ ಸಾವಿತ್ರಿ ಗಣೇಶ್ ಉಪಸ್ಥಿತರಿದ್ದರು.: [307, 296, 654, 335]
harvest-photo-machine: [240, 1186, 394, 1296]
sports-headline: ಕ್ರೀಡೆಯಿಂದ ಜೀವನದಲ್ಲಿ ಯಶಸ್ಸು ಸಾಧ್ಯ: [281, 797, 531, 821]
santhya-story: [621, 781, 916, 1121]
sports-photo: [306, 827, 612, 959]
harvest-quote-author: ಪ್ರಶಾಂತ್ ಆಚಾರ್ಯ, ಎಲ್ಲೂರು ಪ್ರಗತಿಪರ ಕೃಷಿಕ: [426, 1268, 598, 1278]
issue-day: ಶನಿವಾರ: [843, 46, 867, 56]
harvest-body-col7: ಮತ್ತೊಂದೆಡೆ ಕಟಾವು ಯಂತ್ರದ ಬಾಡಿಗೆ ದರ ಏರಿಕೆಯಾಗಿರುವುದು ರೈತರಿಗೆ ಹೊರೆಯಾಗಿದೆ. ಗಂಟೆಗೆ 2500 ರೂ. ದರ ವಿಧಿಸಲಾಗುತ್ತಿದೆ. ಕೃಷಿ ಇಲಾಖೆ ಸಬ್ಸಿಡಿ ದರದಲ್ಲಿ ಯಂತ್ರ ಒದಗಿಸಬೇಕು ಎಂದು ರೈತರು ಒತ್ತಾಯಿಸಿದ್ದಾರೆ.: [514, 1300, 602, 1366]
lead-kicker: ಮಧೂರು ಶ್ರೀ ಮದನಂತೇಶ್ವರ ಸಿದ್ಧಿವಿನಾಯಕ ದೇವಳದ ಅಷ್ಟಬಂಧ ಬ್ರಹ್ಮಕಲಶೋತ್ಸವ ಧಾರ್ಮಿಕ ಸಭೆಯಲ್ಲಿ ಕರೆ: [359, 349, 757, 363]
obituary-body: ಮಂಗಳೂರು ನಗರದ ಶಿವಭಾಗ್ ನಿವಾಸಿ ಎಂ. ಸುರೇಶ್ ಕಾಮತ್ (73) ಅವರು ಅಲ್ಪಕಾಲದ ಅಸೌಖ್ಯದಿಂದ ನಿಧನರಾದರು. ಮೃತರು ಪತ್ನಿ, ಇಬ್ಬರು ಪುತ್ರರು, ಪುತ್ರಿಯನ್ನು ಅಗಲಿದ್ದಾರೆ.: [98, 1046, 190, 1103]
karma-headline: ಕರ್ಮ ಮಾರ್ಗ ಅನುಸರಣೆಯಿಂದ ಯಶಸ್ಸು: [638, 409, 840, 427]
temple-visit-badge: ಮಾರಿಯಮ್ಮ ಸನ್ನಿಧಿಗೆ ಆಕ್ಟಿನಿ: [311, 94, 377, 119]
lead-stage-photo: [336, 408, 554, 558]
fire-icon: [740, 1288, 784, 1328]
karma-photo: [684, 430, 916, 570]
santhya-body-col3: ನಲ್ಕು ದಶಕಗಳ ಬಳಿಕ ಸಾಂತ್ಯಗುತ್ತು ಮನೆಯಲ್ಲಿ ನಡೆಯಲಿರುವ ಧರ್ಮನೇಮೋತ್ಸವಕ್ಕೆ ಭಕ್ತರಿಂದ ಹೊರೆಕಾಣಿಕೆ ಸಮರ್ಪಣೆ ನಡೆಯಿತು. ವಿವಿಧ ಗ್ರಾಮಗಳಿಂದ ಭಕ್ತರು ಅಕ್ಕಿ, ತೆಂಗಿನಕಾಯಿ, ತರಕಾರಿ ಹಾಗೂ ಇತರ ಸಾಮಗ್ರಿಗಳನ್ನು ಮೆರವಣಿಗೆಯಲ್ಲಿ ತಂದು ಸಮರ್ಪಿಸಿದರು. ಚೆಂಡೆ, ವಾದ್ಯ, ಗೊಂಬೆ ಕುಣಿತ ಮೆರವಣಿಗೆಗೆ ಮೆರುಗು ನೀಡಿತು. ಸಮಿತಿ ಅಧ್ಯಕ್ಷರು, ಗುತ್ತಿನ ಮನೆತನದವರು, ಗ್ರಾಮಸ್ಥರು ಉಪಸ್ಥಿತರಿದ್ದರು.: [819, 931, 916, 1035]
